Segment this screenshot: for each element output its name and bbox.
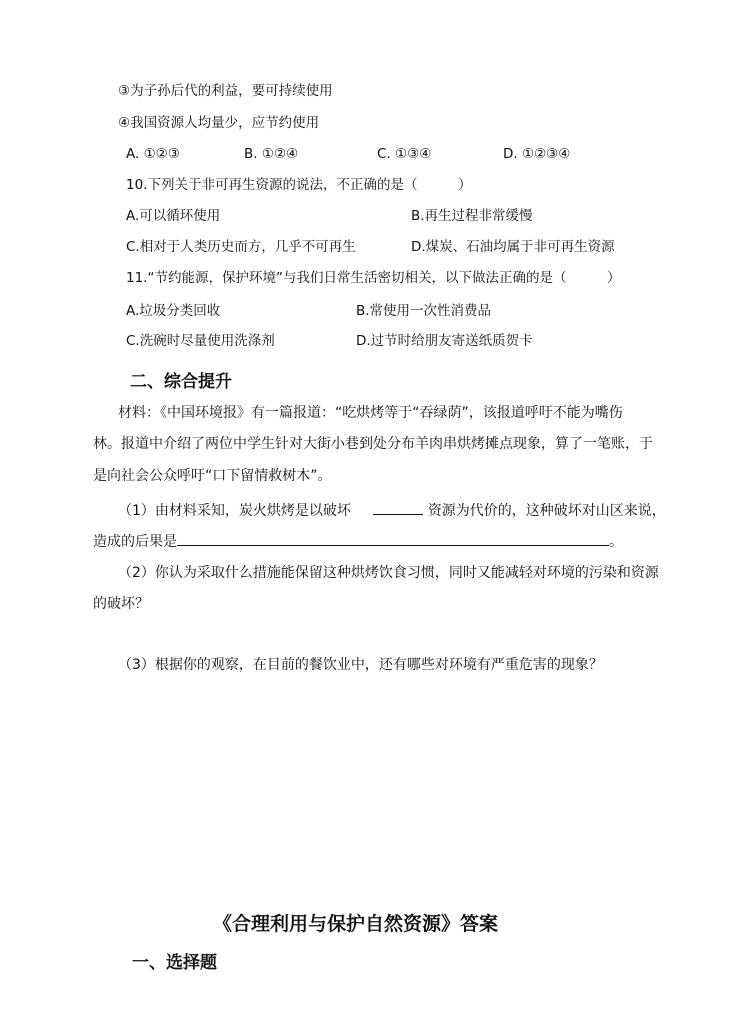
- question-1-line-2: [93, 531, 623, 551]
- material-line-3: 是向社会公众呼吁“口下留情救树木”。: [93, 468, 332, 484]
- answer-blank-1[interactable]: [373, 500, 423, 515]
- q9-option-b: B. ①②④: [244, 146, 299, 162]
- q10-option-c: C.相对于人类历史而方，几乎不可再生: [126, 239, 356, 255]
- q11-option-a: A.垃圾分类回收: [126, 303, 221, 319]
- section2-heading: 二、综合提升: [130, 372, 232, 392]
- material-line-2: 林。报道中介绍了两位中学生针对大街小巷到处分布羊肉串烘烤摊点现象，算了一笔账，于: [93, 436, 653, 452]
- question-2-line-2: 的破坏？: [93, 596, 149, 612]
- question-1-end-mark: 。: [609, 534, 623, 550]
- answers-title: 《合理利用与保护自然资源》答案: [213, 913, 499, 935]
- question-3: （3）根据你的观察，在目前的餐饮业中，还有哪些对环境有严重危害的现象？: [118, 657, 603, 673]
- q9-option-c: C. ①③④: [377, 146, 432, 162]
- answer-blank-2[interactable]: [177, 531, 609, 546]
- q10-stem: 10.下列关于非可再生资源的说法，不正确的是（ ）: [126, 177, 472, 193]
- question-1-result-label: 造成的后果是: [93, 534, 177, 550]
- q11-option-b: B.常使用一次性消费品: [356, 303, 492, 319]
- question-1-line-1: [118, 500, 666, 520]
- q9-option-d: D. ①②③④: [503, 146, 571, 162]
- q10-option-d: D.煤炭、石油均属于非可再生资源: [411, 239, 615, 255]
- question-2-line-1: （2）你认为采取什么措施能保留这种烘烤饮食习惯，同时又能减轻对环境的污染和资源: [118, 565, 659, 581]
- q9-options: [126, 145, 686, 163]
- material-line-1: 材料：《中国环境报》有一篇报道：“吃烘烤等于“吞绿荫”，该报道呼吁不能为嘴伤: [118, 405, 623, 421]
- statement-3: ③为子孙后代的利益，要可持续使用: [118, 83, 333, 99]
- q11-option-c: C.洗碗时尽量使用洗涤剂: [126, 333, 275, 349]
- statement-4: ④我国资源人均量少，应节约使用: [118, 115, 320, 131]
- answers-section1-heading: 一、选择题: [132, 953, 217, 973]
- q9-option-a: A. ①②③: [126, 146, 180, 162]
- q11-stem: 11.“节约能源，保护环境”与我们日常生活密切相关，以下做法正确的是（ ）: [126, 270, 621, 286]
- question-1-text: （1）由材料采知，炭火烘烤是以破坏: [118, 503, 351, 519]
- q10-option-b: B.再生过程非常缓慢: [411, 208, 533, 224]
- question-1-text-cont: 资源为代价的，这种破坏对山区来说，: [427, 503, 666, 519]
- q10-option-a: A.可以循环使用: [126, 208, 221, 224]
- q11-option-d: D.过节时给朋友寄送纸质贺卡: [356, 333, 533, 349]
